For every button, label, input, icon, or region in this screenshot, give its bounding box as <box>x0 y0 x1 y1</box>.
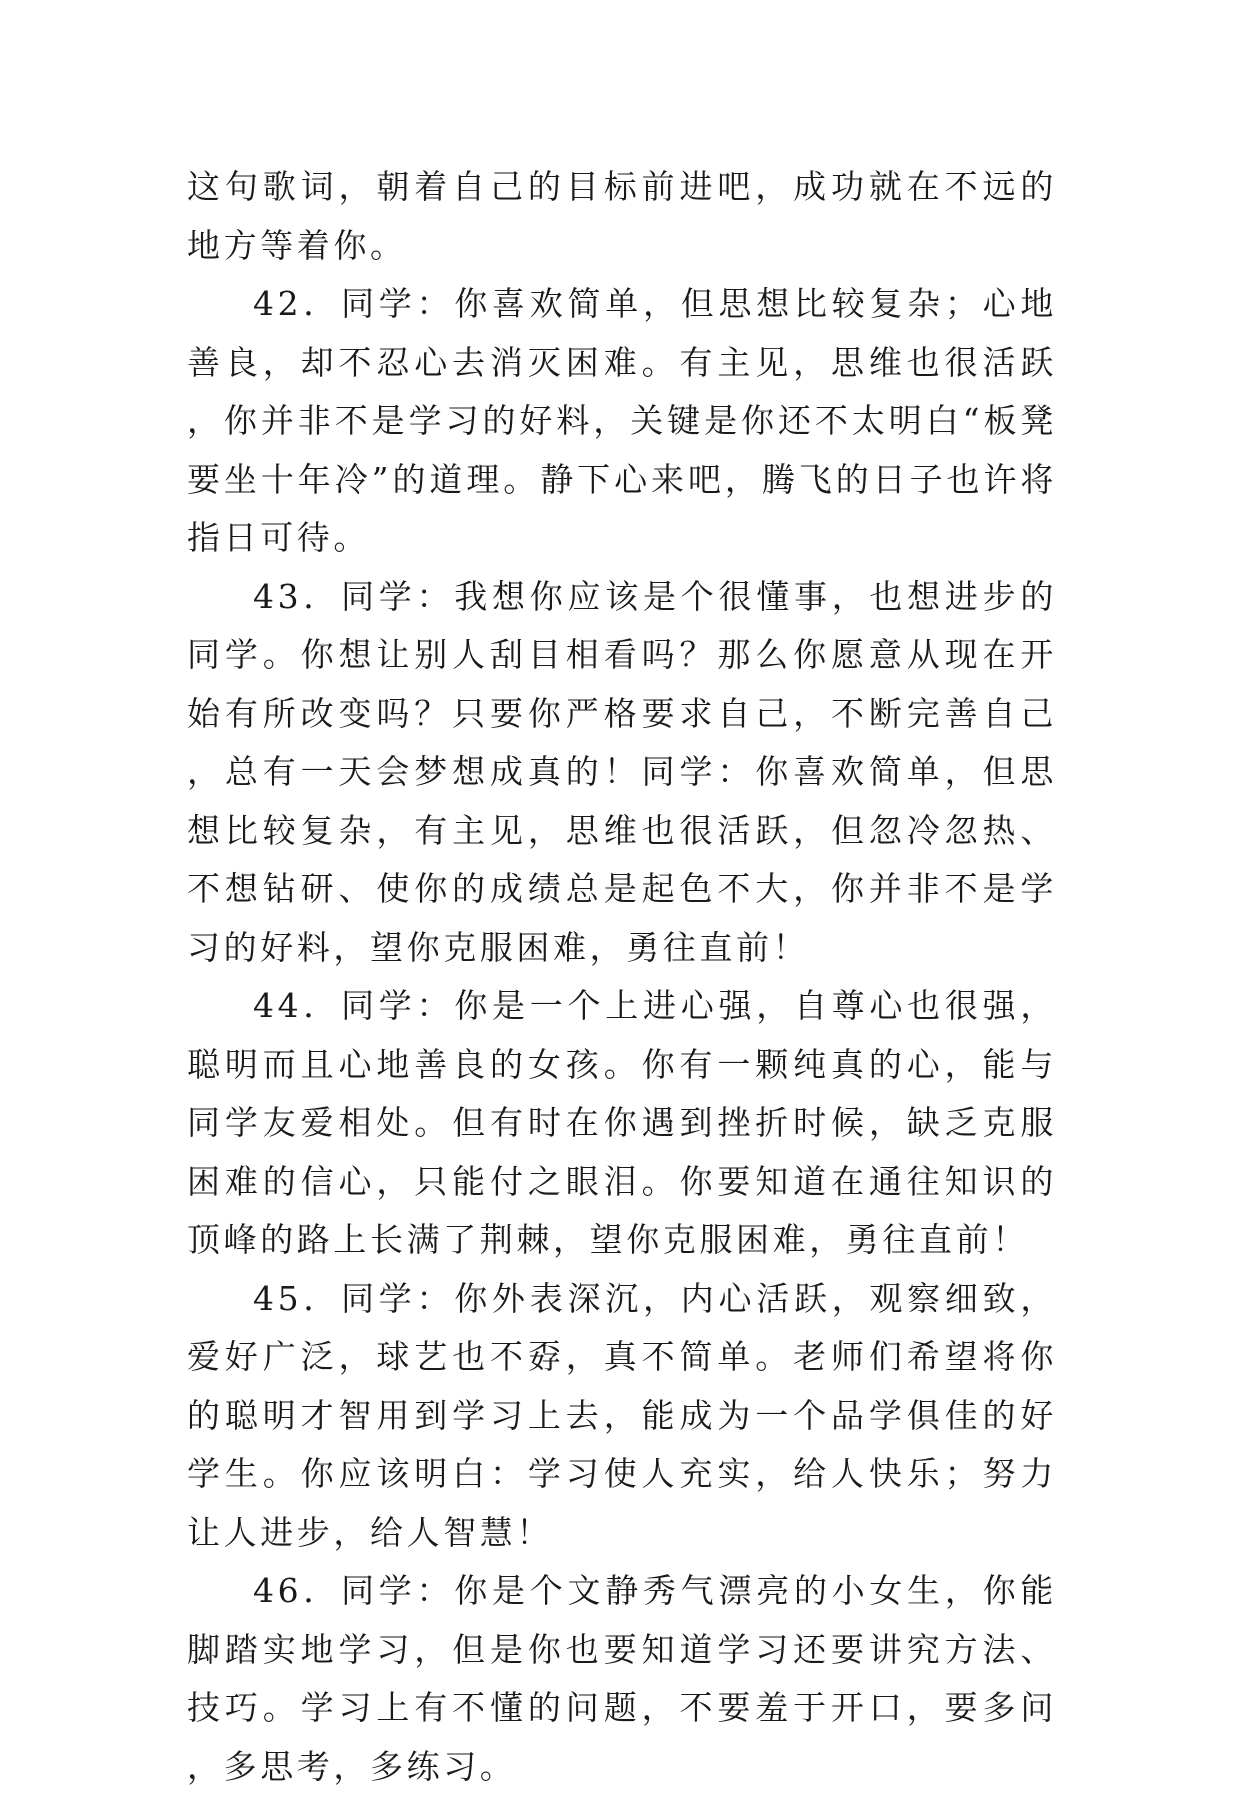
paragraph-item-42: 42．同学：你喜欢简单，但思想比较复杂；心地善良，却不忍心去消灭困难。有主见，思维也很活跃，你并非不是学习的好料，关键是你还不太明白“板凳要坐十年冷”的道理。静下心来吧，腾飞的日子也许将指日可待。 <box>187 284 1057 557</box>
paragraph-item-44: 44．同学：你是一个上进心强，自尊心也很强，聪明而且心地善良的女孩。你有一颗纯真的心，能与同学友爱相处。但有时在你遇到挫折时候，缺乏克服困难的信心，只能付之眼泪。你要知道在通往知识的顶峰的路上长满了荆棘，望你克服困难，勇往直前！ <box>187 986 1057 1259</box>
paragraph-item-46: 46．同学：你是个文静秀气漂亮的小女生，你能脚踏实地学习，但是你也要知道学习还要讲究方法、技巧。学习上有不懂的问题，不要羞于开口，要多问，多思考，多练习。 <box>187 1571 1057 1786</box>
paragraph-item-45: 45．同学：你外表深沉，内心活跃，观察细致，爱好广泛，球艺也不孬，真不简单。老师们希望将你的聪明才智用到学习上去，能成为一个品学俱佳的好学生。你应该明白：学习使人充实，给人快乐；努力让人进步，给人智慧！ <box>187 1278 1057 1552</box>
document-body <box>187 158 1057 1796</box>
paragraph-item-43: 43．同学：我想你应该是个很懂事，也想进步的同学。你想让别人刮目相看吗？那么你愿意从现在开始有所改变吗？只要你严格要求自己，不断完善自己，总有一天会梦想成真的！同学：你喜欢简单，但思想比较复杂，有主见，思维也很活跃，但忽冷忽热、不想钻研、使你的成绩总是起色不大，你并非不是学习的好料，望你克服困难，勇往直前！ <box>187 576 1057 967</box>
paragraph-continuation: 这句歌词，朝着自己的目标前进吧，成功就在不远的地方等着你。 <box>187 167 1057 265</box>
